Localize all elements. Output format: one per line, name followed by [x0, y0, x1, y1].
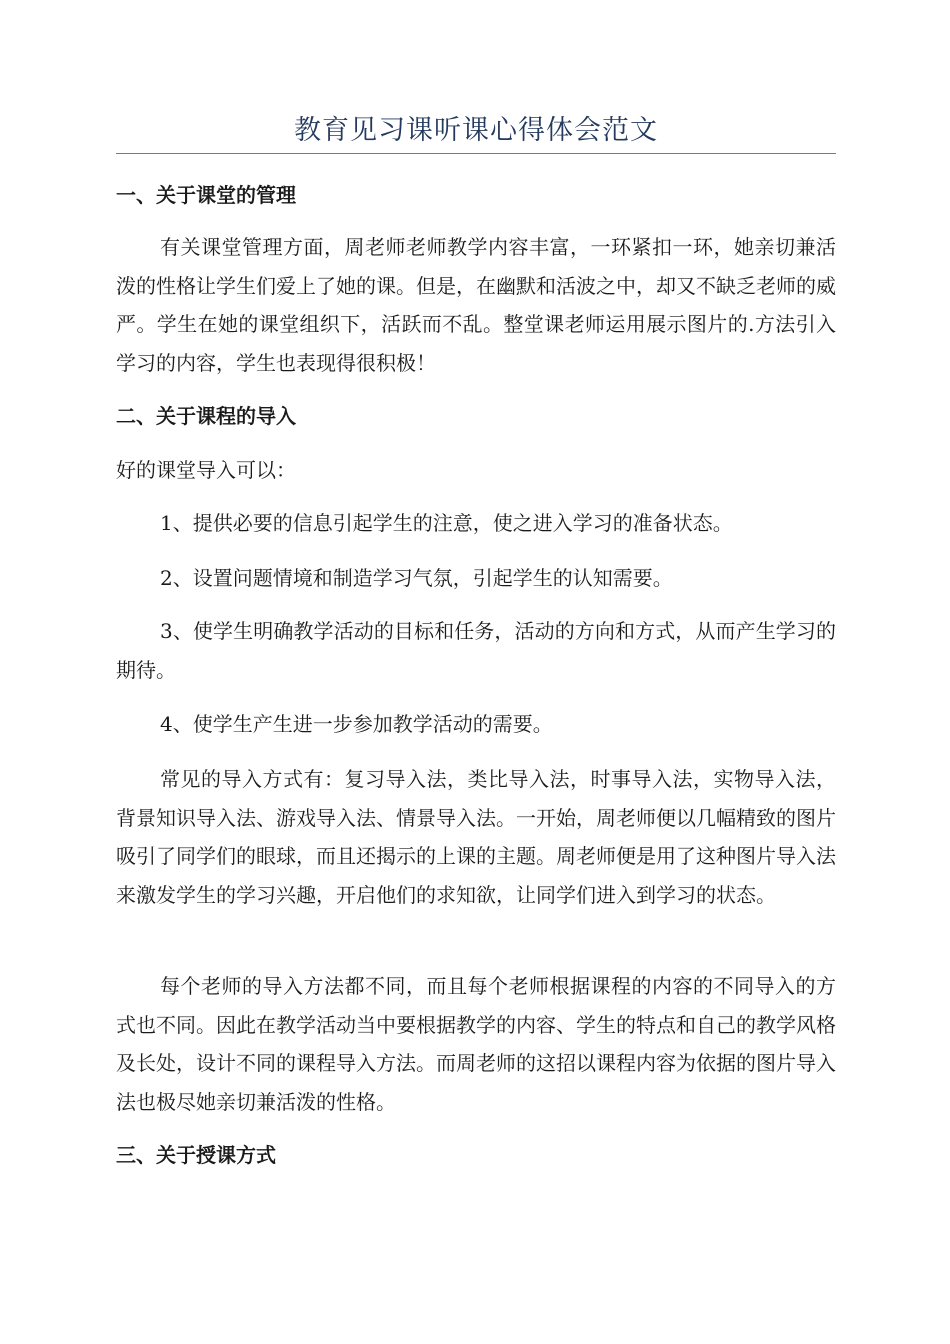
- list-item-1: 1、提供必要的信息引起学生的注意，使之进入学习的准备状态。: [160, 511, 733, 535]
- document-title: 教育见习课听课心得体会范文: [294, 115, 658, 146]
- section-1-paragraph-1: 有关课堂管理方面，周老师老师教学内容丰富，一环紧扣一环，她亲切兼活泼的性格让学生们爱上了她的课。但是，在幽默和活波之中，却又不缺乏老师的威严。学生在她的课堂组织下，活跃而不乱。整堂课老师运用展示图片的.方法引入学习的内容，学生也表现得很积极！: [116, 235, 836, 375]
- list-item-3: 3、使学生明确教学活动的目标和任务，活动的方向和方式，从而产生学习的期待。: [116, 619, 836, 682]
- section-2-intro: 好的课堂导入可以：: [116, 458, 296, 482]
- section-3-heading: 三、关于授课方式: [116, 1143, 276, 1167]
- list-item-2: 2、设置问题情境和制造学习气氛，引起学生的认知需要。: [160, 566, 673, 590]
- title-underline: [116, 153, 836, 154]
- list-item-4: 4、使学生产生进一步参加教学活动的需要。: [160, 712, 553, 736]
- section-1-heading: 一、关于课堂的管理: [116, 183, 296, 207]
- section-2-paragraph-1: 常见的导入方式有：复习导入法，类比导入法，时事导入法，实物导入法，背景知识导入法、游戏导入法、情景导入法。一开始，周老师便以几幅精致的图片吸引了同学们的眼球，而且还揭示的上课的主题。周老师便是用了这种图片导入法来激发学生的学习兴趣，开启他们的求知欲，让同学们进入到学习的状态。: [116, 767, 836, 907]
- section-2-heading: 二、关于课程的导入: [116, 404, 296, 428]
- section-2-paragraph-2: 每个老师的导入方法都不同，而且每个老师根据课程的内容的不同导入的方式也不同。因此在教学活动当中要根据教学的内容、学生的特点和自己的教学风格及长处，设计不同的课程导入方法。而周老师的这招以课程内容为依据的图片导入法也极尽她亲切兼活泼的性格。: [116, 974, 836, 1114]
